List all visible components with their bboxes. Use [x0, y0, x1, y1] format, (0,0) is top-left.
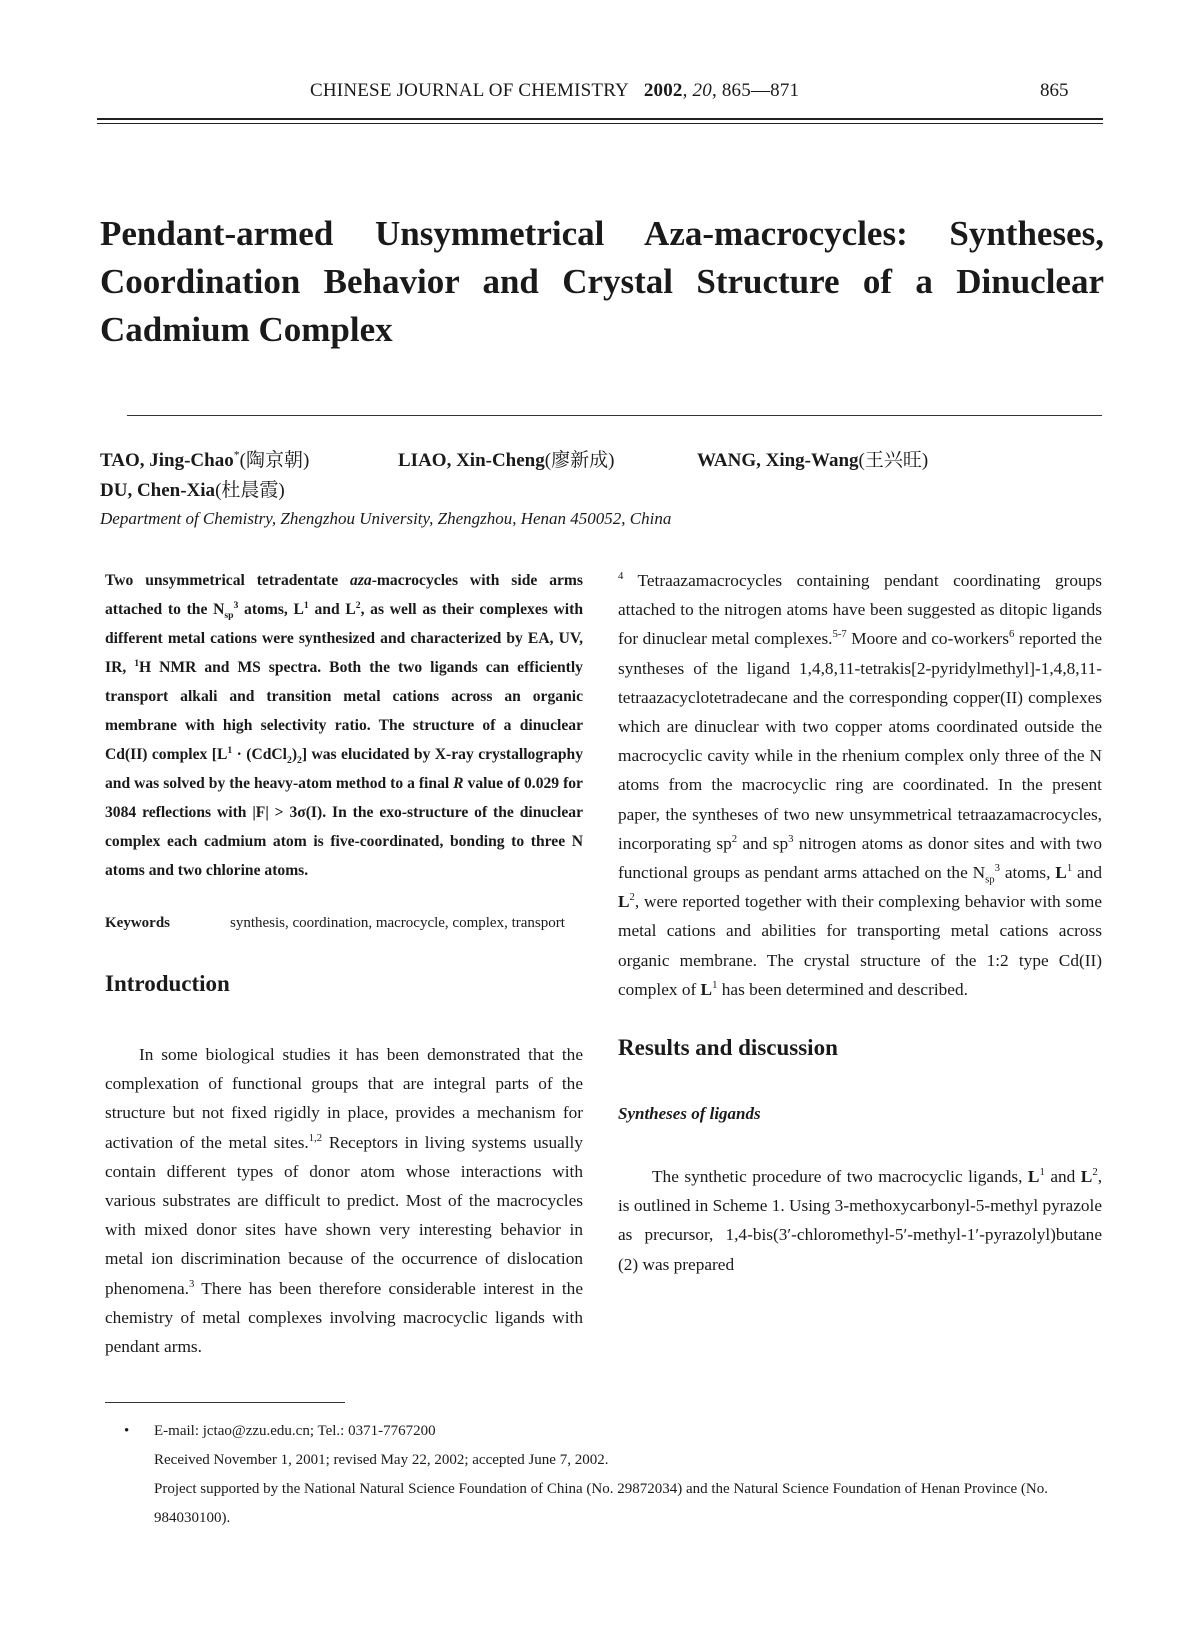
- keywords: [105, 909, 583, 938]
- intro-text: There has been therefore considerable interest in the chemistry of metal complexes involving macrocyclic ligands with pendant arms.: [105, 1278, 583, 1357]
- intro-sup: 3: [994, 862, 1000, 875]
- title-rule: [127, 415, 1102, 416]
- author-cn-name: (王兴旺): [858, 450, 929, 471]
- abstract-sub: sp: [224, 610, 234, 622]
- results-sup: 2: [1092, 1166, 1098, 1179]
- abstract-text: ): [291, 746, 298, 763]
- abstract-text: R: [453, 775, 464, 792]
- ligand-label: L: [700, 979, 713, 999]
- abstract-text: , as well as their complexes with different metal cations were synthesized and characterized by EA, UV, IR,: [105, 601, 583, 676]
- abstract-text: aza: [350, 572, 372, 589]
- intro-paragraph-continued: [618, 566, 1102, 1004]
- intro-sup: 3: [788, 833, 794, 846]
- abstract-text: ] was elucidated by X-ray crystallography and was solved by the heavy-atom method to a final: [105, 746, 584, 792]
- author-name: LIAO, Xin-Cheng: [398, 450, 545, 471]
- intro-text: nitrogen atoms as donor sites and with two functional groups as pendant arms attached on the N: [618, 833, 1102, 883]
- running-header: [0, 80, 1200, 110]
- author-name: DU, Chen-Xia: [100, 480, 216, 501]
- author-1: [100, 446, 309, 476]
- citation-ref: 6: [1009, 628, 1015, 641]
- author-2: [398, 446, 614, 476]
- journal-pages: 865—871: [721, 80, 800, 101]
- results-paragraph: [618, 1162, 1102, 1279]
- header-rule-thick: [97, 118, 1103, 120]
- intro-text: Moore and co-workers: [846, 629, 1009, 649]
- footnote-project: Project supported by the National Natural Science Foundation of China (No. 29872034) and the Natural Science Foundation of Henan Province (No. 984030100).: [154, 1481, 1048, 1526]
- journal-year: 2002: [643, 80, 683, 101]
- intro-text: Receptors in living systems usually contain different types of donor atom whose interactions with various substrates are difficult to predict. Most of the macrocycles with mixed donor sites have shown very interesting behavior in metal ion discrimination because of the occurrence of dislocation phenomena.: [105, 1132, 584, 1298]
- citation-ref: 3: [188, 1277, 195, 1290]
- abstract-sup: 1: [303, 599, 309, 611]
- page-number: 865: [1040, 80, 1069, 101]
- abstract-text: · (CdCl: [232, 746, 287, 763]
- author-cn-name: (廖新成): [544, 450, 615, 471]
- footnote-received: Received November 1, 2001; revised May 22, 2002; accepted June 7, 2002.: [154, 1452, 609, 1468]
- ligand-label: L: [618, 892, 630, 912]
- abstract-text: value of 0.029 for 3084 reflections with |F| > 3σ(I). In the exo-structure of the dinuclear complex each cadmium atom is five-coordinated, bonding to three N atoms and two chlorine atoms.: [105, 775, 583, 879]
- citation-ref: 1,2: [308, 1131, 323, 1144]
- journal-citation: CHINESE JOURNAL OF CHEMISTRY 2002, 20, 865—871: [310, 80, 800, 101]
- intro-sup: 2: [731, 833, 738, 846]
- footnote-email: [124, 1417, 1108, 1446]
- abstract-text: and L: [308, 601, 356, 618]
- abstract-sup: 1: [134, 657, 140, 669]
- affiliation: Department of Chemistry, Zhengzhou University, Zhengzhou, Henan 450052, China: [100, 509, 672, 528]
- author-cn-name: (杜晨霞): [215, 480, 285, 501]
- keywords-text: synthesis, coordination, macrocycle, complex, transport: [230, 915, 565, 931]
- footnote-marker: •: [124, 1423, 130, 1439]
- intro-text: and sp: [737, 833, 789, 853]
- abstract-text: atoms, L: [238, 601, 304, 618]
- journal-name: CHINESE JOURNAL OF CHEMISTRY: [310, 80, 629, 101]
- abstract: [105, 566, 583, 885]
- ligand-label: L: [1055, 863, 1067, 883]
- abstract-sub: 2: [297, 755, 302, 767]
- intro-text: Tetraazamacrocycles containing pendant coordinating groups attached to the nitrogen atoms have been suggested as ditopic ligands for dinuclear metal complexes.: [618, 571, 1102, 649]
- results-sup: 1: [1039, 1166, 1045, 1179]
- header-rule-thin: [97, 123, 1103, 124]
- intro-sub: sp: [985, 873, 995, 886]
- intro-text: In some biological studies it has been demonstrated that the complexation of functional groups that are integral parts of the structure but not fixed rigidly in place, provides a mechanism for activation of the metal sites.: [105, 1045, 583, 1152]
- author-name: WANG, Xing-Wang: [697, 450, 859, 471]
- intro-text: atoms,: [999, 863, 1056, 883]
- abstract-text: -macrocycles with side arms attached to the N: [105, 572, 583, 618]
- subsection-heading-syntheses: Syntheses of ligands: [618, 1104, 761, 1124]
- corresponding-mark: *: [233, 448, 240, 462]
- ligand-label: L: [1027, 1167, 1040, 1187]
- abstract-sub: 2: [286, 755, 292, 767]
- ligand-label: L: [1080, 1167, 1093, 1187]
- intro-text: , were reported together with their complexing behavior with some metal cations and abilities for transporting metal cations across organic membrane. The crystal structure of the 1:2 type Cd(II) complex of: [618, 892, 1102, 999]
- abstract-text: H NMR and MS spectra. Both the two ligands can efficiently transport alkali and transition metal cations across an organic membrane with high selectivity ratio. The structure of a dinuclear Cd(II) complex [L: [105, 659, 583, 763]
- results-text: The synthetic procedure of two macrocyclic ligands,: [652, 1167, 1028, 1187]
- keywords-label: Keywords: [105, 915, 170, 931]
- abstract-sup: 2: [355, 599, 361, 611]
- author-3: [697, 446, 928, 476]
- left-column: [105, 566, 583, 1361]
- author-4: [100, 476, 285, 506]
- results-text: , is outlined in Scheme 1. Using 3-methoxycarbonyl-5-methyl pyrazole as precursor, 1,4-bis(3′-chloromethyl-5′-methyl-1′-pyrazolyl)butane (2) was prepared: [618, 1167, 1103, 1274]
- intro-paragraph: [105, 1040, 583, 1361]
- citation-ref: 5-7: [832, 628, 847, 641]
- right-column: [618, 566, 1102, 1279]
- author-cn-name: (陶京朝): [239, 450, 310, 471]
- intro-text: reported the syntheses of the ligand 1,4,8,11-tetrakis[2-pyridylmethyl]-1,4,8,11-tetraazacyclotetradecane and the corresponding copper(II) complexes which are dinuclear with two copper atoms coordinated outside the macrocyclic cavity while in the rhenium complex only three of the N atoms from the macrocyclic ring are coordinated. In the present paper, the syntheses of two new unsymmetrical tetraazamacrocycles, incorporating sp: [618, 629, 1103, 853]
- footnotes: [124, 1417, 1108, 1533]
- footnote-rule: [105, 1402, 345, 1403]
- section-heading-results: Results and discussion: [618, 1035, 838, 1061]
- intro-text: has been determined and described.: [717, 979, 968, 999]
- abstract-sup: 1: [227, 744, 233, 756]
- citation-ref: 4: [618, 570, 624, 583]
- intro-sup: 1: [1066, 862, 1073, 875]
- intro-text: and: [1072, 863, 1102, 883]
- journal-volume: 20: [692, 80, 712, 101]
- intro-sup: 1: [712, 979, 718, 992]
- intro-sup: 2: [629, 891, 635, 904]
- article-title: Pendant-armed Unsymmetrical Aza-macrocycles: Syntheses, Coordination Behavior and Crystal Structure of a Dinuclear Cadmium Complex: [100, 214, 1104, 349]
- section-heading-introduction: Introduction: [105, 971, 230, 996]
- abstract-sup: 3: [233, 599, 239, 611]
- footnote-email-text: E-mail: jctao@zzu.edu.cn; Tel.: 0371-7767200: [154, 1423, 436, 1439]
- results-text: and: [1044, 1167, 1081, 1187]
- author-name: TAO, Jing-Chao: [100, 450, 234, 471]
- abstract-text: Two unsymmetrical tetradentate: [105, 572, 351, 589]
